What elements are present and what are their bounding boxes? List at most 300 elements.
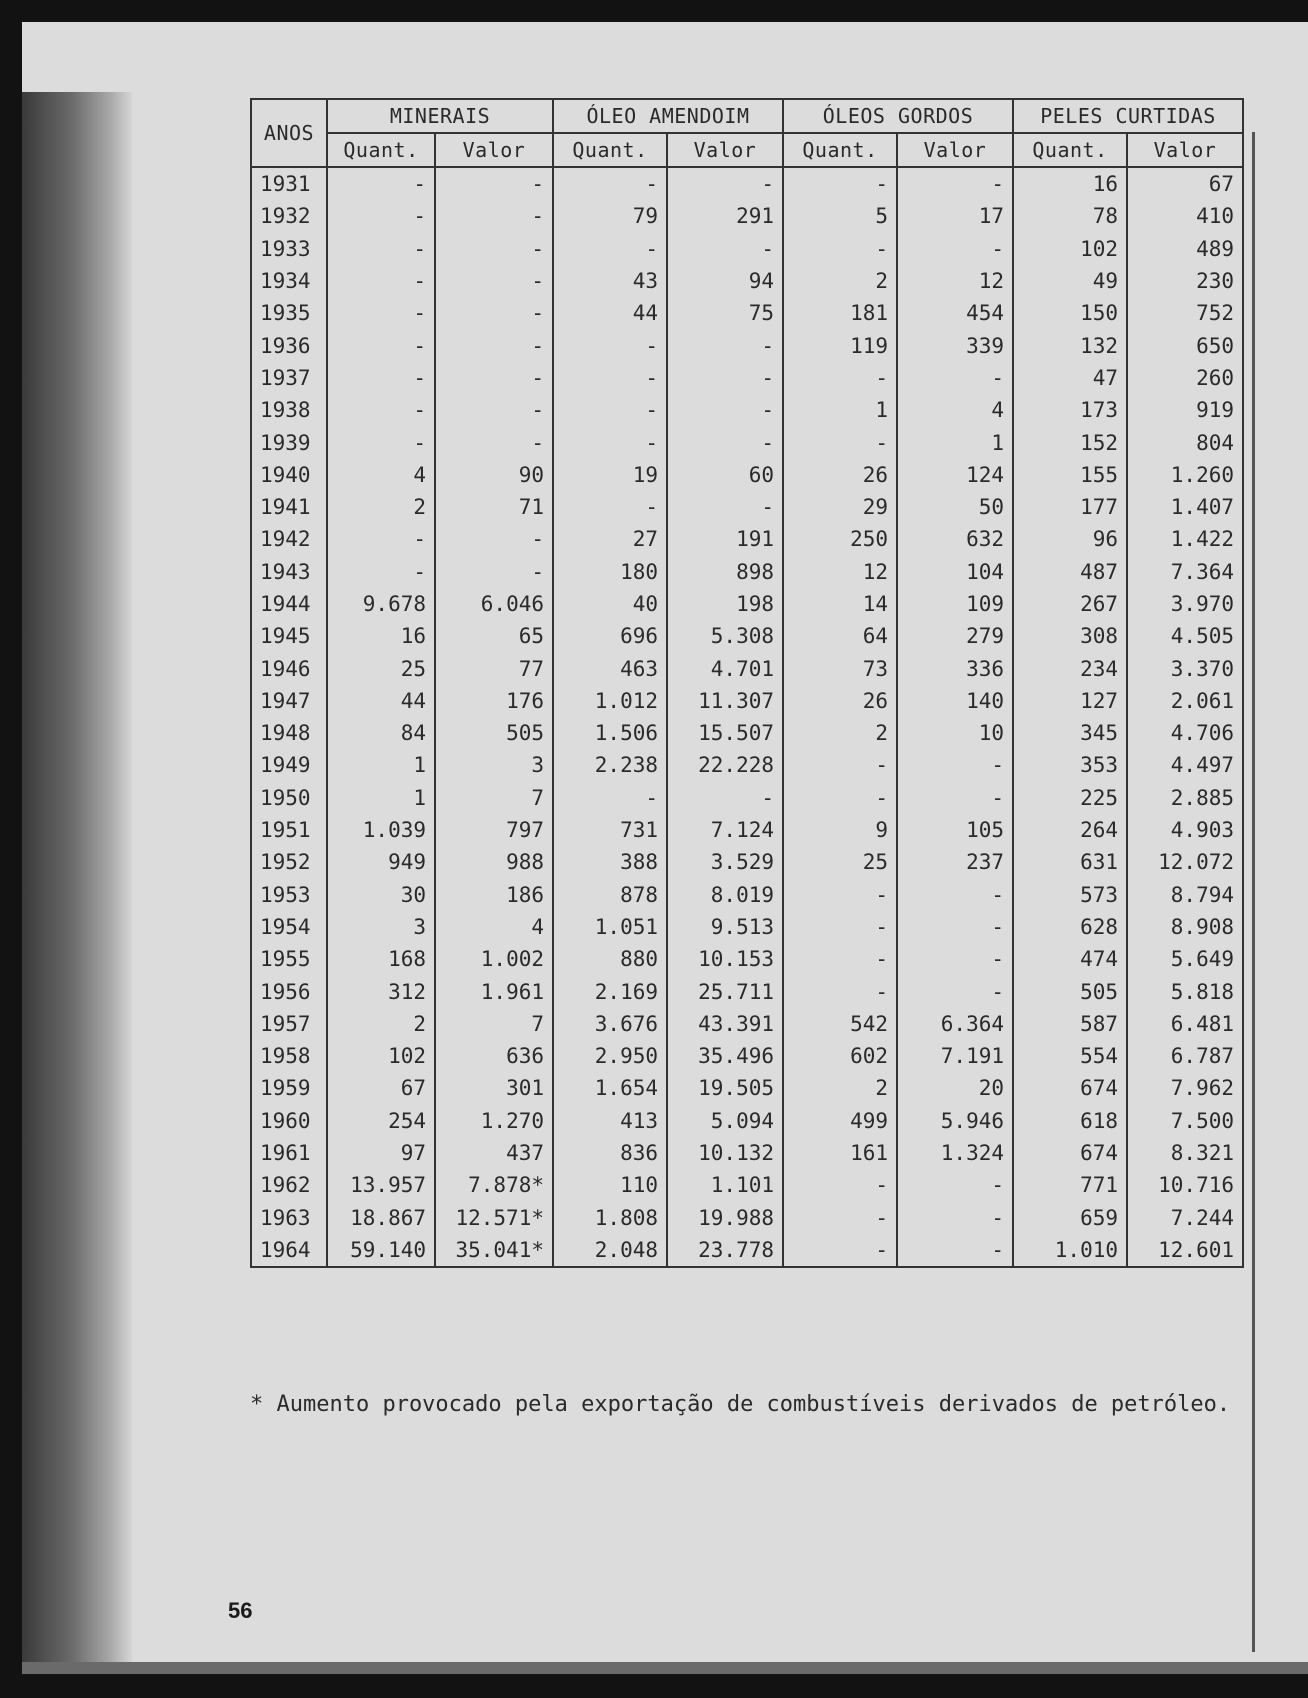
- value-cell: 7.878*: [435, 1169, 553, 1201]
- value-cell: 7.364: [1127, 556, 1243, 588]
- value-cell: -: [327, 523, 435, 555]
- value-cell: 2.048: [553, 1234, 667, 1267]
- value-cell: -: [667, 233, 783, 265]
- value-cell: 5.818: [1127, 975, 1243, 1007]
- year-cell: 1939: [251, 426, 327, 458]
- value-cell: 176: [435, 685, 553, 717]
- value-cell: -: [553, 426, 667, 458]
- value-cell: 65: [435, 620, 553, 652]
- value-cell: 6.046: [435, 588, 553, 620]
- value-cell: 312: [327, 975, 435, 1007]
- table-row: [251, 1137, 1243, 1169]
- value-cell: 237: [897, 846, 1013, 878]
- value-cell: 7.124: [667, 814, 783, 846]
- value-cell: 186: [435, 879, 553, 911]
- value-cell: 198: [667, 588, 783, 620]
- value-cell: -: [553, 167, 667, 200]
- value-cell: 110: [553, 1169, 667, 1201]
- value-cell: 1.407: [1127, 491, 1243, 523]
- value-cell: 75: [667, 297, 783, 329]
- page-edge-line: [1252, 132, 1255, 1652]
- header-peles-curtidas: PELES CURTIDAS: [1013, 99, 1243, 133]
- year-cell: 1931: [251, 167, 327, 200]
- value-cell: -: [783, 782, 897, 814]
- value-cell: 573: [1013, 879, 1127, 911]
- scan-shadow: [22, 92, 132, 1674]
- value-cell: 636: [435, 1040, 553, 1072]
- value-cell: -: [667, 362, 783, 394]
- value-cell: 632: [897, 523, 1013, 555]
- value-cell: -: [783, 362, 897, 394]
- value-cell: 152: [1013, 426, 1127, 458]
- scan-bottom-band: [22, 1662, 1308, 1674]
- value-cell: 1.012: [553, 685, 667, 717]
- value-cell: 90: [435, 459, 553, 491]
- year-cell: 1950: [251, 782, 327, 814]
- value-cell: 650: [1127, 329, 1243, 361]
- value-cell: 60: [667, 459, 783, 491]
- value-cell: 14: [783, 588, 897, 620]
- value-cell: 1: [897, 426, 1013, 458]
- value-cell: 3: [327, 911, 435, 943]
- value-cell: 97: [327, 1137, 435, 1169]
- sub-header-valor: Valor: [897, 133, 1013, 167]
- value-cell: 40: [553, 588, 667, 620]
- value-cell: 554: [1013, 1040, 1127, 1072]
- value-cell: 35.041*: [435, 1234, 553, 1267]
- value-cell: -: [897, 749, 1013, 781]
- year-cell: 1962: [251, 1169, 327, 1201]
- table-row: [251, 717, 1243, 749]
- value-cell: 5.308: [667, 620, 783, 652]
- header-anos: ANOS: [251, 99, 327, 167]
- sub-header-quant: Quant.: [553, 133, 667, 167]
- value-cell: 12.571*: [435, 1202, 553, 1234]
- value-cell: 542: [783, 1008, 897, 1040]
- value-cell: 225: [1013, 782, 1127, 814]
- value-cell: 12: [897, 265, 1013, 297]
- value-cell: -: [783, 233, 897, 265]
- value-cell: -: [667, 426, 783, 458]
- value-cell: 13.957: [327, 1169, 435, 1201]
- value-cell: 19.505: [667, 1072, 783, 1104]
- value-cell: 18.867: [327, 1202, 435, 1234]
- table-row: [251, 749, 1243, 781]
- value-cell: 102: [1013, 233, 1127, 265]
- value-cell: 1.039: [327, 814, 435, 846]
- value-cell: 499: [783, 1105, 897, 1137]
- value-cell: 17: [897, 200, 1013, 232]
- value-cell: 67: [1127, 167, 1243, 200]
- value-cell: 1.961: [435, 975, 553, 1007]
- value-cell: 264: [1013, 814, 1127, 846]
- table-row: [251, 233, 1243, 265]
- value-cell: 5.649: [1127, 943, 1243, 975]
- value-cell: 1.270: [435, 1105, 553, 1137]
- value-cell: 26: [783, 685, 897, 717]
- value-cell: -: [897, 233, 1013, 265]
- value-cell: 301: [435, 1072, 553, 1104]
- value-cell: -: [897, 1169, 1013, 1201]
- table-row: [251, 943, 1243, 975]
- value-cell: 898: [667, 556, 783, 588]
- value-cell: 3.970: [1127, 588, 1243, 620]
- value-cell: 27: [553, 523, 667, 555]
- value-cell: 2: [327, 491, 435, 523]
- value-cell: 9.513: [667, 911, 783, 943]
- value-cell: 25: [783, 846, 897, 878]
- exports-table: [250, 98, 1244, 1268]
- table-row: [251, 491, 1243, 523]
- value-cell: 254: [327, 1105, 435, 1137]
- value-cell: 353: [1013, 749, 1127, 781]
- value-cell: -: [667, 491, 783, 523]
- value-cell: 6.481: [1127, 1008, 1243, 1040]
- value-cell: 1.051: [553, 911, 667, 943]
- value-cell: 618: [1013, 1105, 1127, 1137]
- value-cell: 9.678: [327, 588, 435, 620]
- value-cell: -: [435, 297, 553, 329]
- value-cell: 20: [897, 1072, 1013, 1104]
- value-cell: 674: [1013, 1072, 1127, 1104]
- value-cell: -: [327, 556, 435, 588]
- exports-table-container: [250, 98, 1244, 1268]
- value-cell: 16: [327, 620, 435, 652]
- table-row: [251, 1202, 1243, 1234]
- value-cell: 25: [327, 652, 435, 684]
- value-cell: 602: [783, 1040, 897, 1072]
- value-cell: 19: [553, 459, 667, 491]
- value-cell: 1.260: [1127, 459, 1243, 491]
- value-cell: -: [783, 1169, 897, 1201]
- value-cell: -: [327, 426, 435, 458]
- value-cell: 4: [897, 394, 1013, 426]
- value-cell: 124: [897, 459, 1013, 491]
- value-cell: 12.601: [1127, 1234, 1243, 1267]
- value-cell: 84: [327, 717, 435, 749]
- value-cell: 4: [435, 911, 553, 943]
- table-row: [251, 1072, 1243, 1104]
- value-cell: 752: [1127, 297, 1243, 329]
- year-cell: 1948: [251, 717, 327, 749]
- value-cell: 102: [327, 1040, 435, 1072]
- table-row: [251, 1105, 1243, 1137]
- year-cell: 1941: [251, 491, 327, 523]
- value-cell: 2: [327, 1008, 435, 1040]
- value-cell: 2: [783, 717, 897, 749]
- year-cell: 1933: [251, 233, 327, 265]
- value-cell: 339: [897, 329, 1013, 361]
- value-cell: 1: [783, 394, 897, 426]
- value-cell: 279: [897, 620, 1013, 652]
- value-cell: 1.422: [1127, 523, 1243, 555]
- value-cell: 1.101: [667, 1169, 783, 1201]
- value-cell: -: [667, 394, 783, 426]
- value-cell: 250: [783, 523, 897, 555]
- value-cell: 5.946: [897, 1105, 1013, 1137]
- value-cell: -: [327, 394, 435, 426]
- value-cell: 177: [1013, 491, 1127, 523]
- value-cell: 505: [435, 717, 553, 749]
- value-cell: -: [667, 329, 783, 361]
- value-cell: 73: [783, 652, 897, 684]
- value-cell: 132: [1013, 329, 1127, 361]
- value-cell: 505: [1013, 975, 1127, 1007]
- value-cell: 1: [327, 782, 435, 814]
- footnote: * Aumento provocado pela exportação de combustíveis derivados de petróleo.: [250, 1392, 1231, 1417]
- value-cell: -: [553, 362, 667, 394]
- value-cell: 388: [553, 846, 667, 878]
- value-cell: -: [783, 1202, 897, 1234]
- value-cell: -: [667, 167, 783, 200]
- table-row: [251, 200, 1243, 232]
- value-cell: 628: [1013, 911, 1127, 943]
- value-cell: 7.962: [1127, 1072, 1243, 1104]
- table-row: [251, 1169, 1243, 1201]
- year-cell: 1960: [251, 1105, 327, 1137]
- value-cell: 140: [897, 685, 1013, 717]
- value-cell: 631: [1013, 846, 1127, 878]
- value-cell: 191: [667, 523, 783, 555]
- page-number: 56: [228, 1598, 253, 1623]
- year-cell: 1957: [251, 1008, 327, 1040]
- value-cell: -: [897, 943, 1013, 975]
- value-cell: 8.019: [667, 879, 783, 911]
- value-cell: 12.072: [1127, 846, 1243, 878]
- value-cell: 5.094: [667, 1105, 783, 1137]
- table-row: [251, 362, 1243, 394]
- year-cell: 1955: [251, 943, 327, 975]
- table-row: [251, 265, 1243, 297]
- value-cell: 168: [327, 943, 435, 975]
- value-cell: 7.191: [897, 1040, 1013, 1072]
- value-cell: -: [435, 394, 553, 426]
- table-row: [251, 846, 1243, 878]
- year-cell: 1940: [251, 459, 327, 491]
- value-cell: 7: [435, 782, 553, 814]
- value-cell: -: [783, 749, 897, 781]
- value-cell: -: [783, 1234, 897, 1267]
- value-cell: 29: [783, 491, 897, 523]
- value-cell: 71: [435, 491, 553, 523]
- value-cell: 49: [1013, 265, 1127, 297]
- table-row: [251, 523, 1243, 555]
- table-row: [251, 1008, 1243, 1040]
- sub-header-row: [251, 133, 1243, 167]
- value-cell: -: [553, 329, 667, 361]
- year-cell: 1935: [251, 297, 327, 329]
- value-cell: 22.228: [667, 749, 783, 781]
- value-cell: 291: [667, 200, 783, 232]
- value-cell: -: [435, 200, 553, 232]
- value-cell: 1.324: [897, 1137, 1013, 1169]
- table-body: [251, 167, 1243, 1267]
- value-cell: 4.701: [667, 652, 783, 684]
- header-minerais: MINERAIS: [327, 99, 553, 133]
- value-cell: 1.010: [1013, 1234, 1127, 1267]
- value-cell: -: [897, 911, 1013, 943]
- value-cell: 96: [1013, 523, 1127, 555]
- value-cell: 2: [783, 265, 897, 297]
- value-cell: -: [897, 975, 1013, 1007]
- value-cell: 64: [783, 620, 897, 652]
- value-cell: -: [327, 297, 435, 329]
- year-cell: 1934: [251, 265, 327, 297]
- value-cell: -: [783, 879, 897, 911]
- year-cell: 1952: [251, 846, 327, 878]
- value-cell: -: [327, 233, 435, 265]
- value-cell: 2.238: [553, 749, 667, 781]
- value-cell: 1: [327, 749, 435, 781]
- value-cell: 674: [1013, 1137, 1127, 1169]
- value-cell: 487: [1013, 556, 1127, 588]
- value-cell: 67: [327, 1072, 435, 1104]
- value-cell: 797: [435, 814, 553, 846]
- value-cell: 150: [1013, 297, 1127, 329]
- value-cell: 230: [1127, 265, 1243, 297]
- value-cell: -: [553, 394, 667, 426]
- value-cell: -: [783, 167, 897, 200]
- value-cell: -: [783, 911, 897, 943]
- value-cell: 7.244: [1127, 1202, 1243, 1234]
- value-cell: 3.676: [553, 1008, 667, 1040]
- year-cell: 1947: [251, 685, 327, 717]
- value-cell: 127: [1013, 685, 1127, 717]
- sub-header-quant: Quant.: [783, 133, 897, 167]
- year-cell: 1946: [251, 652, 327, 684]
- year-cell: 1943: [251, 556, 327, 588]
- value-cell: 3.370: [1127, 652, 1243, 684]
- value-cell: 15.507: [667, 717, 783, 749]
- value-cell: 345: [1013, 717, 1127, 749]
- value-cell: 1.808: [553, 1202, 667, 1234]
- header-oleo-amendoim: ÓLEO AMENDOIM: [553, 99, 783, 133]
- table-row: [251, 297, 1243, 329]
- value-cell: 7: [435, 1008, 553, 1040]
- value-cell: 180: [553, 556, 667, 588]
- value-cell: -: [435, 556, 553, 588]
- table-row: [251, 329, 1243, 361]
- value-cell: -: [897, 1234, 1013, 1267]
- value-cell: -: [435, 362, 553, 394]
- value-cell: 12: [783, 556, 897, 588]
- value-cell: 4.497: [1127, 749, 1243, 781]
- value-cell: 105: [897, 814, 1013, 846]
- value-cell: 454: [897, 297, 1013, 329]
- value-cell: 413: [553, 1105, 667, 1137]
- value-cell: 3: [435, 749, 553, 781]
- year-cell: 1956: [251, 975, 327, 1007]
- table-row: [251, 167, 1243, 200]
- value-cell: -: [783, 975, 897, 1007]
- value-cell: 19.988: [667, 1202, 783, 1234]
- value-cell: 4.903: [1127, 814, 1243, 846]
- value-cell: 8.794: [1127, 879, 1243, 911]
- value-cell: 10.716: [1127, 1169, 1243, 1201]
- value-cell: -: [783, 943, 897, 975]
- value-cell: 988: [435, 846, 553, 878]
- value-cell: -: [897, 879, 1013, 911]
- value-cell: -: [897, 782, 1013, 814]
- value-cell: 6.787: [1127, 1040, 1243, 1072]
- value-cell: 336: [897, 652, 1013, 684]
- year-cell: 1938: [251, 394, 327, 426]
- value-cell: 474: [1013, 943, 1127, 975]
- value-cell: 2.885: [1127, 782, 1243, 814]
- value-cell: 173: [1013, 394, 1127, 426]
- table-row: [251, 556, 1243, 588]
- year-cell: 1963: [251, 1202, 327, 1234]
- year-cell: 1942: [251, 523, 327, 555]
- value-cell: 10: [897, 717, 1013, 749]
- value-cell: 94: [667, 265, 783, 297]
- value-cell: 161: [783, 1137, 897, 1169]
- value-cell: 437: [435, 1137, 553, 1169]
- value-cell: 78: [1013, 200, 1127, 232]
- year-cell: 1958: [251, 1040, 327, 1072]
- value-cell: -: [553, 491, 667, 523]
- value-cell: 1.506: [553, 717, 667, 749]
- table-row: [251, 1234, 1243, 1267]
- table-row: [251, 975, 1243, 1007]
- value-cell: -: [327, 265, 435, 297]
- header-oleos-gordos: ÓLEOS GORDOS: [783, 99, 1013, 133]
- year-cell: 1949: [251, 749, 327, 781]
- value-cell: 2.169: [553, 975, 667, 1007]
- value-cell: 181: [783, 297, 897, 329]
- value-cell: -: [435, 329, 553, 361]
- value-cell: 79: [553, 200, 667, 232]
- value-cell: 109: [897, 588, 1013, 620]
- value-cell: -: [553, 782, 667, 814]
- sub-header-valor: Valor: [667, 133, 783, 167]
- value-cell: 1.002: [435, 943, 553, 975]
- value-cell: -: [435, 167, 553, 200]
- value-cell: -: [897, 167, 1013, 200]
- value-cell: 731: [553, 814, 667, 846]
- sub-header-quant: Quant.: [327, 133, 435, 167]
- value-cell: 25.711: [667, 975, 783, 1007]
- year-cell: 1936: [251, 329, 327, 361]
- value-cell: 43.391: [667, 1008, 783, 1040]
- value-cell: 463: [553, 652, 667, 684]
- value-cell: 267: [1013, 588, 1127, 620]
- value-cell: 878: [553, 879, 667, 911]
- value-cell: 4.706: [1127, 717, 1243, 749]
- value-cell: -: [667, 782, 783, 814]
- value-cell: 23.778: [667, 1234, 783, 1267]
- value-cell: -: [435, 426, 553, 458]
- table-row: [251, 620, 1243, 652]
- value-cell: 104: [897, 556, 1013, 588]
- value-cell: 59.140: [327, 1234, 435, 1267]
- year-cell: 1945: [251, 620, 327, 652]
- value-cell: 119: [783, 329, 897, 361]
- value-cell: -: [553, 233, 667, 265]
- value-cell: 4.505: [1127, 620, 1243, 652]
- year-cell: 1951: [251, 814, 327, 846]
- table-row: [251, 652, 1243, 684]
- value-cell: 9: [783, 814, 897, 846]
- value-cell: 587: [1013, 1008, 1127, 1040]
- value-cell: 3.529: [667, 846, 783, 878]
- table-row: [251, 685, 1243, 717]
- value-cell: 10.132: [667, 1137, 783, 1169]
- year-cell: 1954: [251, 911, 327, 943]
- value-cell: -: [435, 233, 553, 265]
- table-row: [251, 911, 1243, 943]
- table-row: [251, 588, 1243, 620]
